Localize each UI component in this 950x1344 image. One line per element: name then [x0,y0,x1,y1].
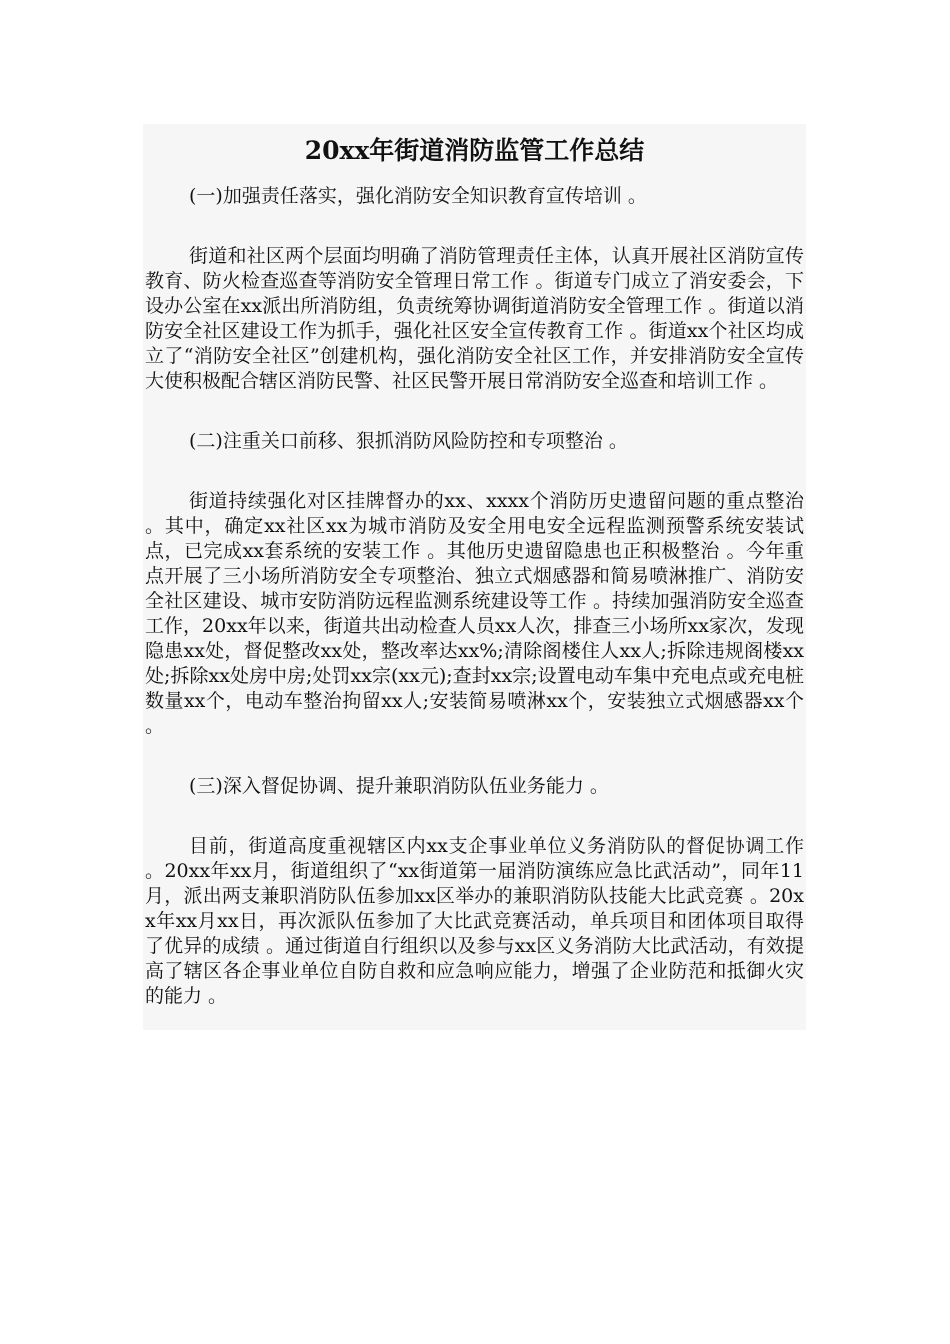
section-body-3: 目前，街道高度重视辖区内xx支企事业单位义务消防队的督促协调工作 。20xx年xx月，街道组织了“xx街道第一届消防演练应急比武活动”，同年11月，派出两支兼职消防队伍参加xx区举办的兼职消防队技能大比武竞赛 。20xx年xx月xx日，再次派队伍参加了大比武竞赛活动，单兵项目和团体项目取得了优异的成绩 。通过街道自行组织以及参与xx区义务消防大比武活动，有效提高了辖区各企事业单位自防自救和应急响应能力，增强了企业防范和抵御火灾的能力 。 [145,835,804,1007]
section-heading-1: (一)加强责任落实，强化消防安全知识教育宣传培训 。 [189,185,647,207]
section-body-2: 街道持续强化对区挂牌督办的xx、xxxx个消防历史遗留问题的重点整治 。其中，确定xx社区xx为城市消防及安全用电安全远程监测预警系统安装试点，已完成xx套系统的安装工作 。其他历史遗留隐患也正积极整治 。今年重点开展了三小场所消防安全专项整治、独立式烟感器和简易喷淋推广、消防安全社区建设、城市安防消防远程监测系统建设等工作 。持续加强消防安全巡查工作，20xx年以来，街道共出动检查人员xx人次，排查三小场所xx家次，发现隐患xx处，督促整改xx处，整改率达xx%;清除阁楼住人xx人;拆除违规阁楼xx处;拆除xx处房中房;处罚xx宗(xx元);查封xx宗;设置电动车集中充电点或充电桩数量xx个，电动车整治拘留xx人;安装简易喷淋xx个，安装独立式烟感器xx个 。 [145,490,804,737]
section-heading-2: (二)注重关口前移、狠抓消防风险防控和专项整治 。 [189,430,628,452]
section-body-1: 街道和社区两个层面均明确了消防管理责任主体，认真开展社区消防宣传教育、防火检查巡查等消防安全管理日常工作 。街道专门成立了消安委会，下设办公室在xx派出所消防组，负责统筹协调街道消防安全管理工作 。街道以消防安全社区建设工作为抓手，强化社区安全宣传教育工作 。街道xx个社区均成立了“消防安全社区”创建机构，强化消防安全社区工作，并安排消防安全宣传大使积极配合辖区消防民警、社区民警开展日常消防安全巡查和培训工作 。 [145,245,804,392]
document-page [143,124,806,1030]
document-title: 20xx年街道消防监管工作总结 [304,136,645,165]
section-heading-3: (三)深入督促协调、提升兼职消防队伍业务能力 。 [189,775,609,797]
